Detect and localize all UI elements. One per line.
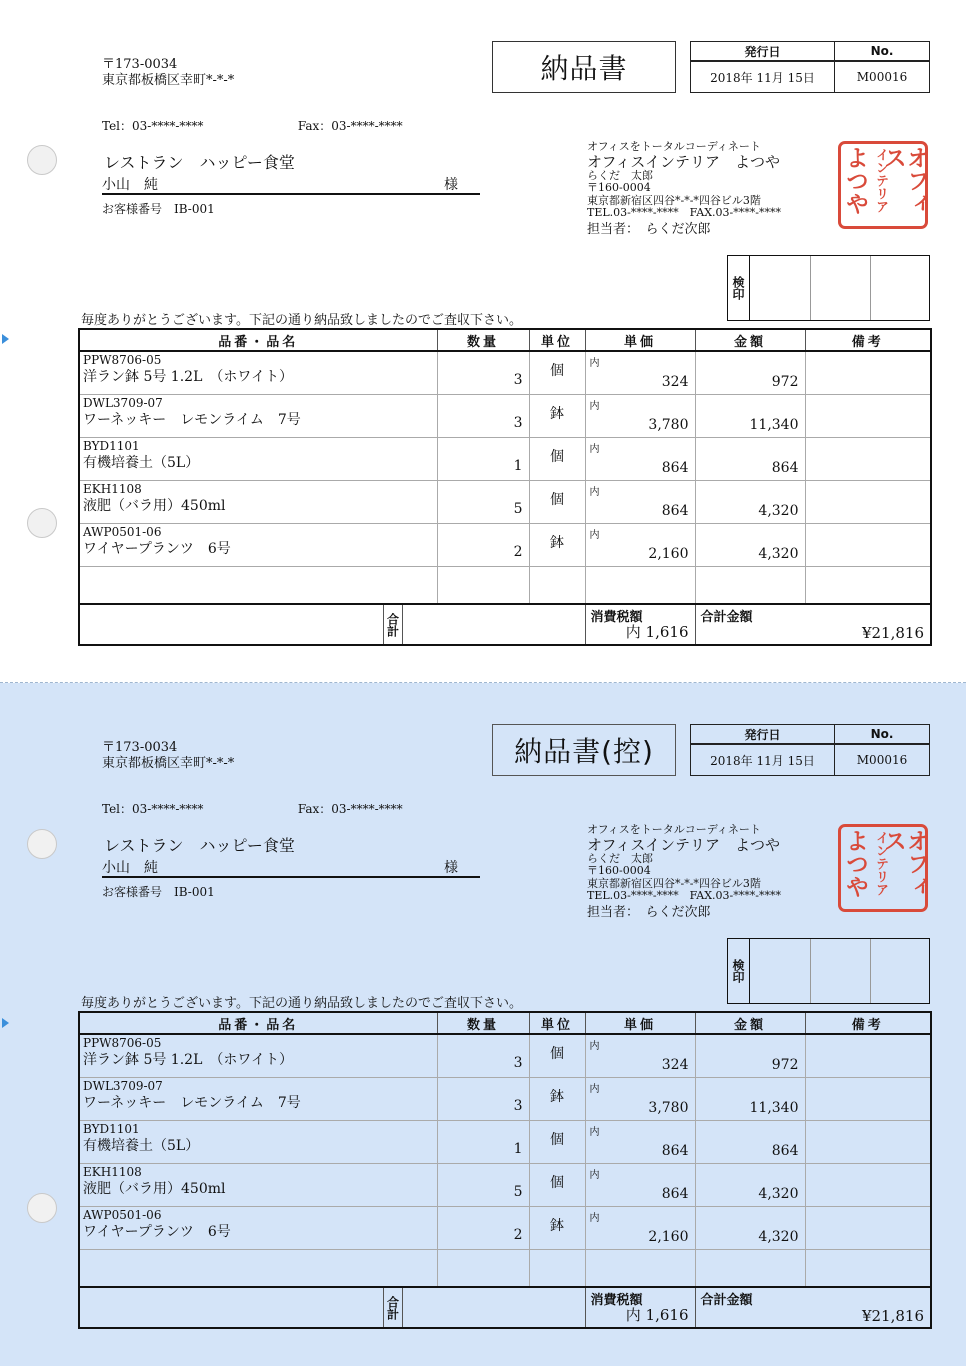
- table-row: [79, 524, 931, 567]
- issue-date: 2018年 11月 15日: [691, 61, 835, 93]
- item-unit: 鉢: [529, 1078, 585, 1121]
- header-price: 単価: [585, 1012, 695, 1034]
- item-price: 864: [661, 1143, 689, 1159]
- thanks-message: 毎度ありがとうございます。下記の通り納品致しましたのでご査収下さい。: [81, 996, 522, 1011]
- header-qty: 数量: [437, 329, 529, 351]
- sender-street: 東京都板橋区幸町*-*-*: [102, 73, 235, 88]
- item-price: 3,780: [648, 417, 689, 433]
- margin-marker-icon: [2, 334, 9, 344]
- table-row: [79, 481, 931, 524]
- customer-contact-line: [102, 857, 480, 878]
- item-code: BYD1101: [83, 1122, 140, 1136]
- empty-cell: [695, 567, 805, 605]
- company-info: [587, 141, 781, 236]
- tax-incl-mark: 内: [589, 358, 600, 369]
- header-amount: 金額: [695, 1012, 805, 1034]
- company-person: らくだ 太郎: [587, 851, 653, 865]
- item-name: 液肥（バラ用）450ml: [83, 498, 226, 514]
- tax-incl-mark: 内: [589, 1213, 600, 1224]
- header-unit: 単位: [529, 1012, 585, 1034]
- honorific: 様: [444, 860, 458, 876]
- tax-cell: [585, 1287, 695, 1328]
- inspection-seal-box: [727, 938, 930, 1004]
- table-row: [79, 395, 931, 438]
- issue-number: M00016: [835, 61, 930, 93]
- item-note: [805, 395, 931, 438]
- table-row: [79, 1078, 931, 1121]
- item-price: 864: [661, 503, 689, 519]
- item-amount: 972: [695, 351, 805, 395]
- empty-cell: [585, 567, 695, 605]
- tax-value: 内 1,616: [625, 623, 689, 641]
- company-address: 東京都新宿区四谷*-*-*四谷ビル3階: [587, 876, 761, 890]
- item-name: ワーネッキー レモンライム 7号: [83, 412, 301, 428]
- item-amount: 4,320: [695, 1164, 805, 1207]
- item-price: 864: [661, 460, 689, 476]
- item-qty: 3: [437, 1034, 529, 1078]
- item-cell: [79, 481, 437, 524]
- item-qty: 5: [437, 481, 529, 524]
- stamp-text: よつや: [842, 829, 868, 898]
- item-note: [805, 1034, 931, 1078]
- delivery-slip-copy: [0, 683, 966, 1366]
- item-qty: 2: [437, 524, 529, 567]
- item-price-cell: [585, 1164, 695, 1207]
- item-qty: 5: [437, 1164, 529, 1207]
- item-qty: 3: [437, 1078, 529, 1121]
- item-amount: 4,320: [695, 524, 805, 567]
- item-qty: 3: [437, 351, 529, 395]
- item-note: [805, 1078, 931, 1121]
- grand-total: ¥21,816: [861, 1307, 924, 1325]
- item-name: ワイヤープランツ 6号: [83, 541, 231, 557]
- sender-address: [102, 57, 234, 89]
- inspection-seal-box: [727, 255, 930, 321]
- item-unit: 個: [529, 481, 585, 524]
- item-cell: [79, 1034, 437, 1078]
- item-price-cell: [585, 1207, 695, 1250]
- empty-cell: [529, 567, 585, 605]
- header-note: 備考: [805, 329, 931, 351]
- item-name: 有機培養土（5L）: [83, 1138, 200, 1154]
- empty-cell: [695, 1250, 805, 1288]
- item-price: 324: [661, 1057, 689, 1073]
- item-price-cell: [585, 1034, 695, 1078]
- item-price: 3,780: [648, 1100, 689, 1116]
- item-name: 洋ラン鉢 5号 1.2L （ホワイト）: [83, 369, 293, 385]
- item-cell: [79, 1164, 437, 1207]
- stamp-text: オフィス: [880, 146, 929, 215]
- issue-info-table: [690, 724, 930, 776]
- sender-postal-code: 〒173-0034: [102, 740, 178, 755]
- item-unit: 個: [529, 1164, 585, 1207]
- item-cell: [79, 438, 437, 481]
- item-price-cell: [585, 395, 695, 438]
- company-name: オフィスインテリア よつや: [587, 152, 781, 171]
- document-title: 納品書: [492, 41, 676, 93]
- total-label-cell: [79, 604, 585, 645]
- company-seal-stamp: [838, 141, 928, 229]
- tax-incl-mark: 内: [589, 444, 600, 455]
- header-unit: 単位: [529, 329, 585, 351]
- item-unit: 個: [529, 1121, 585, 1164]
- company-tel-fax: TEL.03-****-**** FAX.03-****-****: [587, 889, 781, 902]
- sender-street: 東京都板橋区幸町*-*-*: [102, 756, 235, 771]
- empty-cell: [805, 1250, 931, 1288]
- table-row: [79, 1164, 931, 1207]
- punch-hole: [27, 1193, 57, 1223]
- customer-contact: 小山 純: [102, 860, 158, 876]
- issue-date: 2018年 11月 15日: [691, 744, 835, 776]
- table-header-row: [79, 329, 931, 351]
- total-label: 合計: [383, 605, 403, 644]
- company-info: [587, 824, 781, 919]
- seal-cell: [750, 256, 811, 320]
- customer-number: お客様番号 IB-001: [102, 202, 215, 216]
- honorific: 様: [444, 177, 458, 193]
- customer-contact: 小山 純: [102, 177, 158, 193]
- sender-tel: Tel：03-****-****: [102, 119, 204, 133]
- tax-incl-mark: 内: [589, 1127, 600, 1138]
- stamp-text: よつや: [842, 146, 868, 215]
- item-note: [805, 1121, 931, 1164]
- grand-total: ¥21,816: [861, 624, 924, 642]
- item-amount: 11,340: [695, 1078, 805, 1121]
- punch-hole: [27, 829, 57, 859]
- customer-name: レストラン ハッピー食堂: [104, 836, 295, 855]
- item-qty: 2: [437, 1207, 529, 1250]
- seal-cell: [750, 939, 811, 1003]
- total-row: [79, 604, 931, 645]
- inspection-label: 検印: [728, 939, 750, 1003]
- grand-total-cell: [695, 604, 931, 645]
- item-qty: 1: [437, 1121, 529, 1164]
- item-unit: 個: [529, 1034, 585, 1078]
- item-unit: 鉢: [529, 1207, 585, 1250]
- items-table: [78, 328, 932, 646]
- company-postal-code: 〒160-0004: [587, 181, 651, 194]
- item-name: 有機培養土（5L）: [83, 455, 200, 471]
- tax-incl-mark: 内: [589, 401, 600, 412]
- empty-cell: [585, 1250, 695, 1288]
- empty-cell: [805, 567, 931, 605]
- header-note: 備考: [805, 1012, 931, 1034]
- item-price-cell: [585, 351, 695, 395]
- tax-incl-mark: 内: [589, 487, 600, 498]
- tax-label: 消費税額: [590, 610, 643, 625]
- issue-no-label: No.: [835, 42, 930, 62]
- item-name: 洋ラン鉢 5号 1.2L （ホワイト）: [83, 1052, 293, 1068]
- sender-fax: Fax：03-****-****: [297, 802, 403, 816]
- table-row-empty: [79, 1250, 931, 1288]
- item-price-cell: [585, 1121, 695, 1164]
- grand-total-cell: [695, 1287, 931, 1328]
- item-unit: 鉢: [529, 524, 585, 567]
- tax-incl-mark: 内: [589, 1170, 600, 1181]
- tax-label: 消費税額: [590, 1293, 643, 1308]
- issue-date-label: 発行日: [691, 725, 835, 745]
- seal-cell: [810, 256, 871, 320]
- stamp-text: オフィス: [880, 829, 929, 898]
- item-amount: 972: [695, 1034, 805, 1078]
- company-person: らくだ 太郎: [587, 168, 653, 182]
- empty-cell: [79, 1250, 437, 1288]
- total-label: 合計: [383, 1288, 403, 1327]
- item-qty: 1: [437, 438, 529, 481]
- item-code: EKH1108: [83, 1165, 142, 1179]
- empty-cell: [79, 567, 437, 605]
- item-cell: [79, 1121, 437, 1164]
- item-price: 2,160: [648, 546, 689, 562]
- sender-tel: Tel：03-****-****: [102, 802, 204, 816]
- header-item: 品番・品名: [79, 1012, 437, 1034]
- sender-phones: [102, 800, 403, 817]
- tax-incl-mark: 内: [589, 1041, 600, 1052]
- margin-marker-icon: [2, 1018, 9, 1028]
- issue-number: M00016: [835, 744, 930, 776]
- item-amount: 4,320: [695, 481, 805, 524]
- table-row: [79, 1034, 931, 1078]
- item-amount: 864: [695, 438, 805, 481]
- grand-total-label: 合計金額: [700, 1293, 753, 1308]
- item-code: PPW8706-05: [83, 1036, 162, 1050]
- item-note: [805, 1164, 931, 1207]
- document-title-copy: 納品書(控): [492, 724, 676, 776]
- item-code: DWL3709-07: [83, 396, 163, 410]
- header-price: 単価: [585, 329, 695, 351]
- item-note: [805, 438, 931, 481]
- item-cell: [79, 351, 437, 395]
- issue-date-label: 発行日: [691, 42, 835, 62]
- stamp-text: インテリア: [873, 148, 888, 213]
- items-table: [78, 1011, 932, 1329]
- empty-cell: [529, 1250, 585, 1288]
- punch-hole: [27, 145, 57, 175]
- staff-name: 担当者： らくだ次郎: [587, 221, 711, 237]
- tax-incl-mark: 内: [589, 1084, 600, 1095]
- tax-incl-mark: 内: [589, 530, 600, 541]
- table-row: [79, 1121, 931, 1164]
- item-note: [805, 524, 931, 567]
- sender-address: [102, 740, 234, 772]
- item-name: ワーネッキー レモンライム 7号: [83, 1095, 301, 1111]
- item-price-cell: [585, 481, 695, 524]
- item-amount: 864: [695, 1121, 805, 1164]
- header-qty: 数量: [437, 1012, 529, 1034]
- staff-name: 担当者： らくだ次郎: [587, 904, 711, 920]
- item-code: BYD1101: [83, 439, 140, 453]
- item-amount: 11,340: [695, 395, 805, 438]
- stamp-text: インテリア: [873, 831, 888, 896]
- item-code: AWP0501-06: [83, 1208, 162, 1222]
- item-cell: [79, 1078, 437, 1121]
- item-code: EKH1108: [83, 482, 142, 496]
- item-cell: [79, 1207, 437, 1250]
- empty-cell: [437, 567, 529, 605]
- company-seal-stamp: [838, 824, 928, 912]
- table-row: [79, 351, 931, 395]
- item-price-cell: [585, 438, 695, 481]
- item-name: 液肥（バラ用）450ml: [83, 1181, 226, 1197]
- company-tagline: オフィスをトータルコーディネート: [587, 140, 761, 153]
- customer-name: レストラン ハッピー食堂: [104, 153, 295, 172]
- customer-contact-line: [102, 174, 480, 195]
- item-price-cell: [585, 1078, 695, 1121]
- seal-cell: [810, 939, 871, 1003]
- item-unit: 鉢: [529, 395, 585, 438]
- total-row: [79, 1287, 931, 1328]
- item-cell: [79, 395, 437, 438]
- item-note: [805, 481, 931, 524]
- item-unit: 個: [529, 351, 585, 395]
- item-price: 2,160: [648, 1229, 689, 1245]
- item-cell: [79, 524, 437, 567]
- thanks-message: 毎度ありがとうございます。下記の通り納品致しましたのでご査収下さい。: [81, 313, 522, 328]
- item-unit: 個: [529, 438, 585, 481]
- item-qty: 3: [437, 395, 529, 438]
- item-code: DWL3709-07: [83, 1079, 163, 1093]
- sender-fax: Fax：03-****-****: [297, 119, 403, 133]
- item-amount: 4,320: [695, 1207, 805, 1250]
- empty-cell: [437, 1250, 529, 1288]
- item-price: 864: [661, 1186, 689, 1202]
- table-row: [79, 1207, 931, 1250]
- company-postal-code: 〒160-0004: [587, 864, 651, 877]
- company-name: オフィスインテリア よつや: [587, 835, 781, 854]
- grand-total-label: 合計金額: [700, 610, 753, 625]
- sender-phones: [102, 117, 403, 134]
- company-tel-fax: TEL.03-****-**** FAX.03-****-****: [587, 206, 781, 219]
- item-code: AWP0501-06: [83, 525, 162, 539]
- item-code: PPW8706-05: [83, 353, 162, 367]
- inspection-label: 検印: [728, 256, 750, 320]
- customer-number: お客様番号 IB-001: [102, 885, 215, 899]
- issue-info-table: [690, 41, 930, 93]
- tax-cell: [585, 604, 695, 645]
- item-note: [805, 1207, 931, 1250]
- header-item: 品番・品名: [79, 329, 437, 351]
- item-price: 324: [661, 374, 689, 390]
- item-note: [805, 351, 931, 395]
- table-row-empty: [79, 567, 931, 605]
- total-label-cell: [79, 1287, 585, 1328]
- tax-value: 内 1,616: [625, 1306, 689, 1324]
- item-price-cell: [585, 524, 695, 567]
- header-amount: 金額: [695, 329, 805, 351]
- table-header-row: [79, 1012, 931, 1034]
- punch-hole: [27, 508, 57, 538]
- item-name: ワイヤープランツ 6号: [83, 1224, 231, 1240]
- table-row: [79, 438, 931, 481]
- company-address: 東京都新宿区四谷*-*-*四谷ビル3階: [587, 193, 761, 207]
- company-tagline: オフィスをトータルコーディネート: [587, 823, 761, 836]
- issue-no-label: No.: [835, 725, 930, 745]
- sender-postal-code: 〒173-0034: [102, 57, 178, 72]
